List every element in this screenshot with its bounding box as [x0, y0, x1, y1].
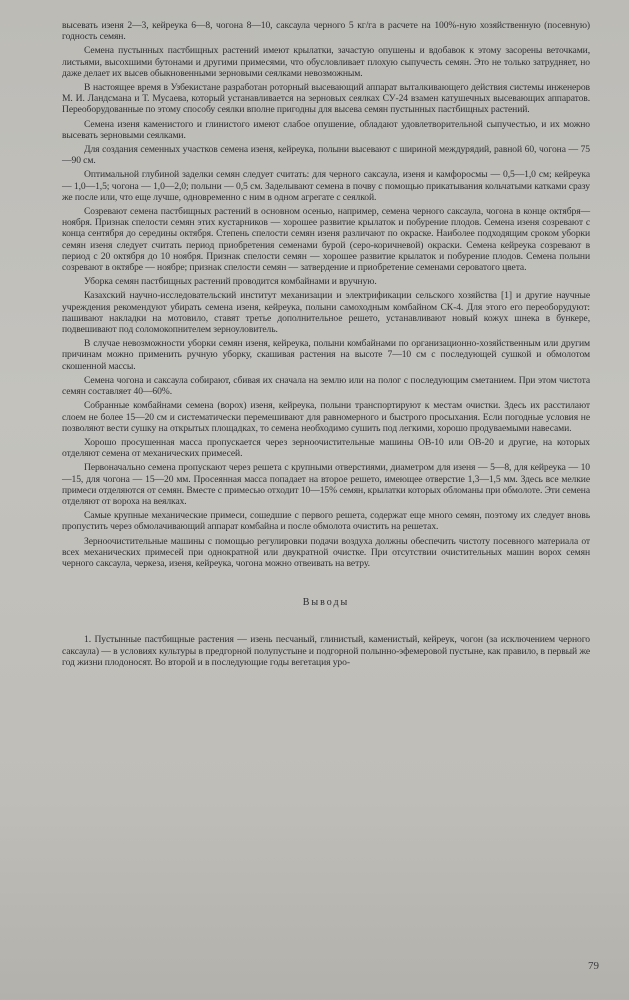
paragraph: Самые крупные механические примеси, сошедшие с первого решета, содержат еще много семян, поэтому их следует вновь пропустить через обмолачивающий аппарат комбайна и после обмолота очистить на решетах.	[62, 510, 590, 533]
paragraph: Хорошо просушенная масса пропускается через зерноочистительные машины ОВ-10 или ОВ-20 и другие, на которых отделяют семена от механических примесей.	[62, 436, 590, 460]
paragraph: В случае невозможности уборки семян изеня, кейреука, полыни комбайнами по организационно-хозяйственным или другим причинам можно применить ручную уборку, скашивая растения на высоте 7—10 см с последующей сушкой и обмолотом скошенной массы.	[62, 338, 590, 372]
paragraph: Семена изеня каменистого и глинистого имеют слабое опушение, обладают удовлетворительной сыпучестью, и их можно высевать зерновыми сеялками.	[62, 118, 590, 141]
paragraph: высевать изеня 2—3, кейреука 6—8, чогона 8—10, саксаула черного 5 кг/га в расчете на 100%-ную хозяйственную (посевную) годность семян.	[62, 20, 590, 43]
paragraph: Первоначально семена пропускают через решета с крупными отверстиями, диаметром для изеня — 5—8, для кейреука — 10—15, для чогона — 15—20 мм. Просеянная масса попадает на второе решето, имеющее отверстие 1,3—1,5 мм. Здесь все мелкие примеси отделяются от семян. Вместе с примесью отходит 10—15% семян, крылатки которых обломаны при обмолоте. Эти семена отделяют от вороха на веялках.	[62, 462, 590, 507]
page-text	[62, 20, 590, 671]
section-title: Выводы	[302, 597, 350, 609]
paragraph: Оптимальной глубиной заделки семян следует считать: для черного саксаула, изеня и камфоросмы — 0,5—1,0 см; кейреука — 1,0—1,5; чогона — 1,0—2,0; полыни — 0,5 см. Заделывают семена в почву с помощью прикатывания кольчатыми катками сразу же после или, что еще лучше, одновременно с ним в одном агрегате с сеялкой.	[62, 169, 590, 203]
paragraph: Созревают семена пастбищных растений в основном осенью, например, семена черного саксаула, чогона в конце октября—ноября. Признак спелости семян этих кустарников — хорошее развитие крылаток и побурение плодов. Семена изеня созревают с конца сентября до середины октября. Степень спелости семян изеня различают по окраске. Наиболее подходящим сроком уборки семян изеня следует считать период приобретения семенами бурой (серо-коричневой) окраски. Семена кейреука созревают в период с 20 октября до 10 ноября. Признак спелости семян — хорошее развитие крылаток и побурение плодов. Семена полыни созревают в октябре — ноябре; признак спелости семян — затвердение и приобретение семенами сероватого цвета.	[62, 206, 590, 274]
paragraph: Семена чогона и саксаула собирают, сбивая их сначала на землю или на полог с последующим сметанием. При этом чистота семян составляет 40—60%.	[62, 374, 590, 398]
paragraph: Собранные комбайнами семена (ворох) изеня, кейреука, полыни транспортируют к местам очистки. Здесь их расстилают слоем не более 15—20 см и систематически перемешивают для равномерного и быстрого просыхания. Если погодные условия не позволяют вести сушку на открытых площадках, то семена необходимо сушить под легкими, хорошо продуваемыми навесами.	[62, 400, 590, 434]
conclusion-paragraph: 1. Пустынные пастбищные растения — изень песчаный, глинистый, каменистый, кейреук, чогон (за исключением черного саксаула) — в условиях культуры в предгорной полупустыне и подгорной полынно-эфемеровой пустыне, как правило, в первый же год жизни плодоносят. Во второй и в последующие годы вегетация уро-	[62, 634, 590, 668]
paragraph: В настоящее время в Узбекистане разработан роторный высевающий аппарат выталкивающего действия системы инженеров М. И. Ландсмана и Т. Мусаева, который устанавливается на зерновых сеялках СУ-24 взамен катушечных высевающих аппаратов. Переоборудованные по этому способу сеялки вполне пригодны для высева семян пустынных пастбищных растений.	[62, 82, 590, 116]
paragraph: Казахский научно-исследовательский институт механизации и электрификации сельского хозяйства [1] и другие научные учреждения рекомендуют убирать семена изеня, кейреука, полыни самоходным комбайном СК-4. Для этого его переоборудуют: пашивают накладки на мотовило, ставят третье дополнительное решето, устанавливают новый кожух шнека в бункере, подвешивают под соломокопнителем зерноуловитель.	[62, 290, 590, 336]
paragraph: Семена пустынных пастбищных растений имеют крылатки, зачастую опушены и вдобавок к этому засорены веточками, листьями, высохшими бутонами и другими примесями, что обусловливает плохую сыпучесть семян. Это не только затрудняет, но даже делает их высев обыкновенными зерновыми сеялками невозможным.	[62, 45, 590, 79]
paragraph: Уборка семян пастбищных растений проводится комбайнами и вручную.	[84, 276, 377, 288]
paragraph: Зерноочистительные машины с помощью регулировки подачи воздуха должны обеспечить чистоту посевного материала от всех механических примесей при однократной или двукратной очистке. При отсутствии очистительных машин ворох семян черного саксаула, черкеза, изеня, кейреука, чогона можно отвеивать на ветру.	[62, 535, 590, 569]
page-number: 79	[588, 960, 599, 972]
paragraph: Для создания семенных участков семена изеня, кейреука, полыни высевают с шириной междурядий, равной 60, чогона — 75—90 см.	[62, 144, 590, 167]
